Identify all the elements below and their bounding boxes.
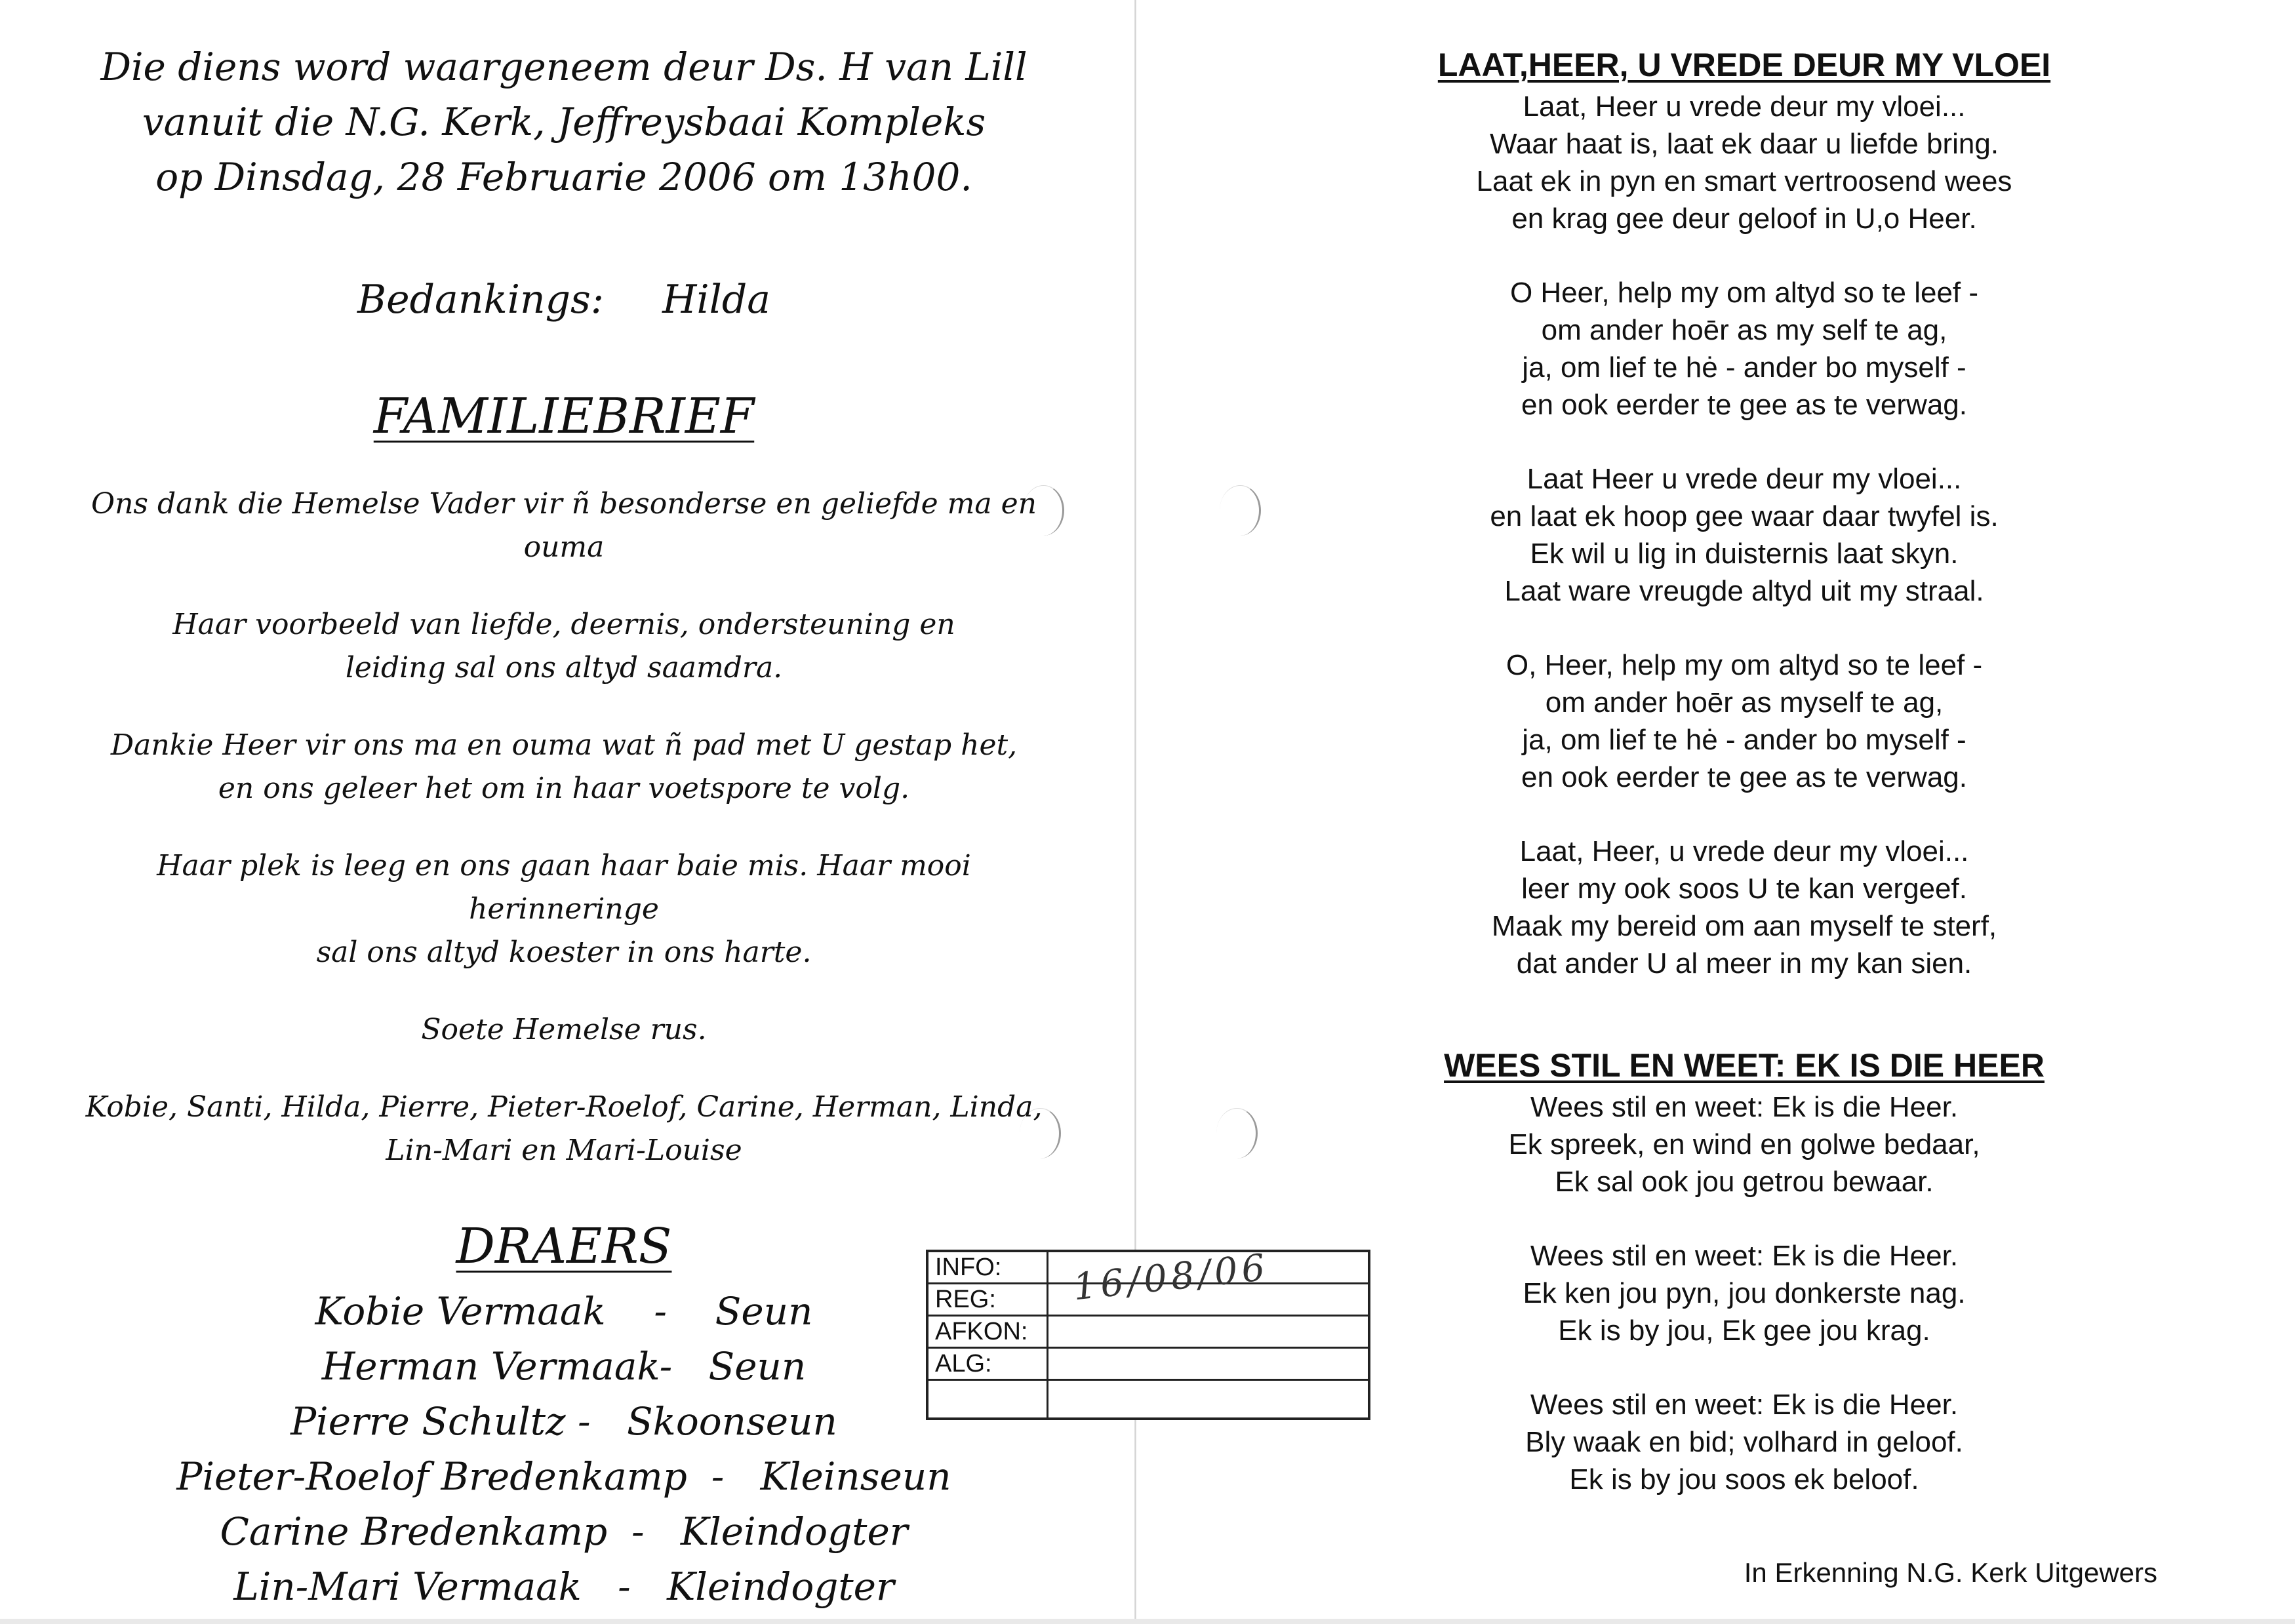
verse-line: Laat ek in pyn en smart vertroosend wees — [1476, 165, 2012, 197]
stamp-row — [928, 1349, 1368, 1381]
bearer-entry — [79, 1449, 1049, 1504]
bearers-list — [79, 1284, 1049, 1614]
verse-line: en ook eerder te gee as te verwag. — [1521, 761, 1967, 793]
letter-paragraph: Haar plek is leeg en ons gaan haar baie mis. Haar mooi herinneringe — [157, 849, 971, 926]
verse-line: Waar haat is, laat ek daar u liefde bring. — [1489, 128, 1999, 160]
verse-line: en krag gee deur geloof in U,o Heer. — [1511, 203, 1977, 235]
thanks-line — [79, 277, 1049, 323]
verse-line: Ek wil u lig in duisternis laat skyn. — [1530, 538, 1959, 570]
bearer-text: Pieter-Roelof Bredenkamp - Kleinseun — [176, 1454, 951, 1499]
verse-line: Laat, Heer u vrede deur my vloei... — [1523, 90, 1966, 123]
stamp-label: INFO: — [935, 1254, 1002, 1281]
verse-line: om ander hoēr as my self te ag, — [1541, 314, 1947, 346]
verse-line: O, Heer, help my om altyd so te leef - — [1506, 649, 1983, 681]
verse-line: Maak my bereid om aan myself te sterf, — [1491, 910, 1997, 942]
bearer-entry — [79, 1284, 1049, 1339]
verse-line: en ook eerder te gee as te verwag. — [1521, 389, 1967, 421]
verse-line: Ek is by jou, Ek gee jou krag. — [1558, 1315, 1930, 1347]
bearer-entry — [79, 1394, 1049, 1449]
letter-paragraph: sal ons altyd koester in ons harte. — [316, 936, 812, 969]
bearer-entry — [79, 1339, 1049, 1394]
publisher-acknowledgement: In Erkenning N.G. Kerk Uitgewers — [1744, 1557, 2157, 1588]
bearer-entry — [79, 1504, 1049, 1559]
verse-line: leer my ook soos U te kan vergeef. — [1521, 873, 1967, 905]
stamp-label: ALG: — [935, 1350, 992, 1377]
stamp-label: REG: — [935, 1286, 996, 1313]
verse-line: O Heer, help my om altyd so te leef - — [1509, 277, 1979, 309]
verse-line: Laat, Heer, u vrede deur my vloei... — [1519, 835, 1969, 867]
verse-line: Wees stil en weet: Ek is die Heer. — [1530, 1389, 1959, 1421]
hymn-1-verses — [1305, 88, 2184, 982]
hymn-title: WEES STIL EN WEET: EK IS DIE HEER — [1444, 1047, 2045, 1084]
verse-line: Ek spreek, en wind en golwe bedaar, — [1508, 1128, 1980, 1160]
thanks-label: Bedankings: — [357, 277, 605, 323]
letter-paragraph: leiding sal ons altyd saamdra. — [345, 651, 783, 684]
verse-line: en laat ek hoop gee waar daar twyfel is. — [1490, 500, 1999, 532]
verse-line: ja, om lief te hė - ander bo myself - — [1522, 724, 1966, 756]
familiebrief-heading: FAMILIEBRIEF — [373, 388, 755, 445]
letter-paragraph: en ons geleer het om in haar voetspore te volg. — [218, 772, 910, 805]
stamp-row — [928, 1317, 1368, 1349]
verse-line: Laat Heer u vrede deur my vloei... — [1527, 463, 1962, 495]
bearer-text: Carine Bredenkamp - Kleindogter — [220, 1509, 908, 1554]
letter-closing: Soete Hemelse rus. — [421, 1013, 707, 1046]
verse-line: dat ander U al meer in my kan sien. — [1516, 947, 1972, 980]
bearer-text: Kobie Vermaak - Seun — [315, 1289, 813, 1334]
bearer-entry — [79, 1559, 1049, 1614]
verse-line: Ek ken jou pyn, jou donkerste nag. — [1523, 1277, 1966, 1309]
right-page — [1305, 46, 2184, 1498]
letter-paragraph: Ons dank die Hemelse Vader vir ñ besonderse en geliefde ma en ouma — [91, 487, 1037, 564]
verse-line: Ek is by jou soos ek beloof. — [1569, 1463, 1919, 1495]
service-line: op Dinsdag, 28 Februarie 2006 om 13h00. — [155, 155, 972, 199]
verse-line: Wees stil en weet: Ek is die Heer. — [1530, 1240, 1959, 1272]
verse-line: Bly waak en bid; volhard in geloof. — [1525, 1426, 1963, 1458]
verse-line: om ander hoēr as myself te ag, — [1545, 686, 1944, 719]
bearer-text: Pierre Schultz - Skoonseun — [290, 1399, 837, 1444]
verse-line: Wees stil en weet: Ek is die Heer. — [1530, 1091, 1959, 1123]
verse-line: ja, om lief te hė - ander bo myself - — [1522, 351, 1966, 384]
punch-hole-mark — [1220, 485, 1261, 536]
left-page — [79, 39, 1049, 1614]
family-names: Lin-Mari en Mari-Louise — [386, 1134, 742, 1167]
handwritten-date: 16/08/06 — [1071, 1246, 1271, 1309]
thanks-name: Hilda — [662, 277, 770, 323]
punch-hole-mark — [1216, 1108, 1258, 1159]
bearer-text: Lin-Mari Vermaak - Kleindogter — [233, 1564, 894, 1609]
hymn-2-verses — [1305, 1088, 2184, 1498]
hymn-title: LAAT,HEER, U VREDE DEUR MY VLOEI — [1437, 47, 2051, 83]
verse-line: Ek sal ook jou getrou bewaar. — [1555, 1166, 1934, 1198]
bearer-text: Herman Vermaak- Seun — [321, 1344, 807, 1389]
service-line: vanuit die N.G. Kerk, Jeffreysbaai Kompleks — [142, 100, 986, 144]
paper-edge — [0, 1619, 2295, 1624]
family-names: Kobie, Santi, Hilda, Pierre, Pieter-Roelof, Carine, Herman, Linda, — [85, 1090, 1043, 1124]
stamp-label: AFKON: — [935, 1318, 1028, 1345]
letter-paragraph: Haar voorbeeld van liefde, deernis, ondersteuning en — [172, 608, 955, 641]
service-line: Die diens word waargeneem deur Ds. H van Lill — [100, 45, 1028, 89]
draers-heading: DRAERS — [456, 1218, 672, 1275]
record-stamp-box — [926, 1246, 1370, 1420]
verse-line: Laat ware vreugde altyd uit my straal. — [1504, 575, 1984, 607]
letter-paragraph: Dankie Heer vir ons ma en ouma wat ñ pad met U gestap het, — [110, 728, 1018, 762]
